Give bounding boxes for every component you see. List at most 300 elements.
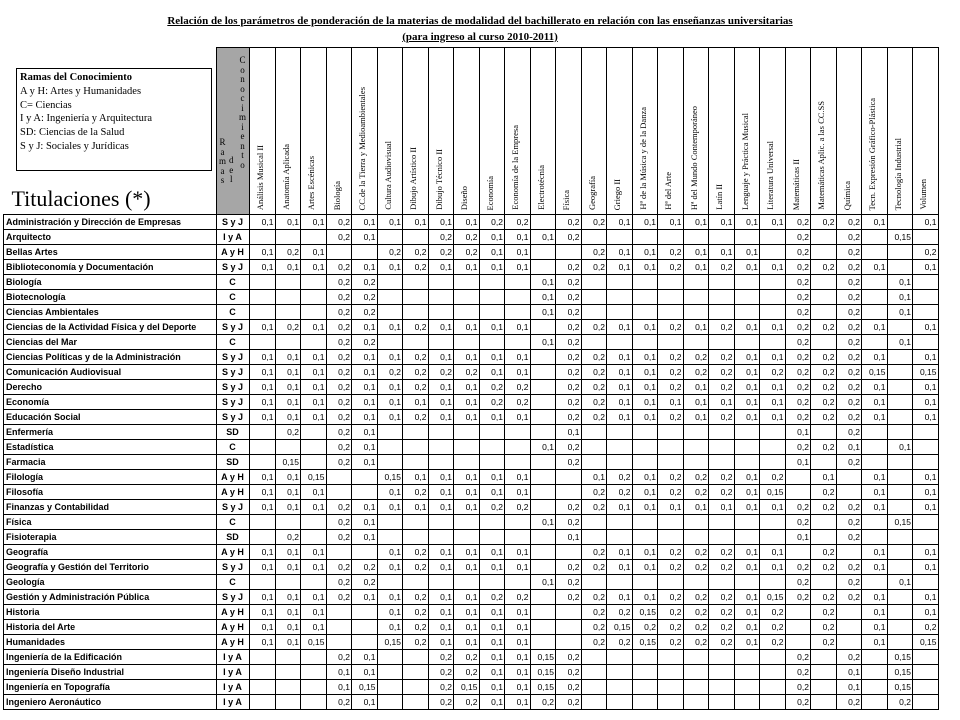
weight-cell xyxy=(250,695,276,710)
weight-cell: 0,2 xyxy=(785,335,811,350)
weight-cell xyxy=(760,305,786,320)
weight-cell: 0,1 xyxy=(428,545,454,560)
weight-cell xyxy=(811,575,837,590)
weight-cell xyxy=(301,530,327,545)
branch-code: SD xyxy=(217,455,250,470)
weight-cell: 0,2 xyxy=(428,695,454,710)
weight-cell xyxy=(428,335,454,350)
weight-cell: 0,2 xyxy=(556,500,582,515)
weight-cell: 0,1 xyxy=(250,485,276,500)
subject-header xyxy=(862,48,888,215)
weight-cell: 0,2 xyxy=(581,410,607,425)
subject-header xyxy=(454,48,480,215)
table-row xyxy=(4,215,939,230)
weight-cell xyxy=(275,575,301,590)
weight-cell xyxy=(403,440,429,455)
weight-cell: 0,1 xyxy=(403,395,429,410)
weight-cell: 0,1 xyxy=(505,230,531,245)
weight-cell xyxy=(862,305,888,320)
weight-cell xyxy=(683,425,709,440)
weight-cell: 0,1 xyxy=(250,545,276,560)
weight-cell xyxy=(581,425,607,440)
table-row xyxy=(4,260,939,275)
table-row xyxy=(4,545,939,560)
weight-cell: 0,2 xyxy=(428,230,454,245)
weight-cell: 0,1 xyxy=(479,350,505,365)
table-row xyxy=(4,620,939,635)
weight-cell: 0,1 xyxy=(454,620,480,635)
weight-cell xyxy=(658,650,684,665)
weight-cell: 0,1 xyxy=(377,380,403,395)
weight-cell: 0,2 xyxy=(785,575,811,590)
weight-cell: 0,1 xyxy=(581,470,607,485)
table-row xyxy=(4,230,939,245)
weight-cell: 0,2 xyxy=(785,560,811,575)
weight-cell: 0,2 xyxy=(556,410,582,425)
weight-cell xyxy=(479,305,505,320)
degree-name: Farmacia xyxy=(4,455,217,470)
weight-cell: 0,1 xyxy=(530,230,556,245)
weight-cell: 0,2 xyxy=(785,350,811,365)
weight-cell: 0,1 xyxy=(862,320,888,335)
weight-cell: 0,1 xyxy=(607,590,633,605)
weight-cell: 0,1 xyxy=(454,560,480,575)
weight-cell: 0,2 xyxy=(326,230,352,245)
weight-cell xyxy=(760,515,786,530)
weight-cell: 0,2 xyxy=(556,575,582,590)
weight-cell xyxy=(811,680,837,695)
weight-cell: 0,1 xyxy=(734,560,760,575)
subject-header xyxy=(760,48,786,215)
weight-cell xyxy=(862,695,888,710)
weight-cell: 0,2 xyxy=(326,395,352,410)
weight-cell: 0,2 xyxy=(326,440,352,455)
weight-cell xyxy=(836,470,862,485)
degree-name: Enfermería xyxy=(4,425,217,440)
weight-cell xyxy=(913,680,939,695)
subject-header xyxy=(658,48,684,215)
weight-cell: 0,1 xyxy=(377,410,403,425)
weight-cell: 0,2 xyxy=(403,635,429,650)
weight-cell: 0,1 xyxy=(352,320,378,335)
weight-cell xyxy=(632,680,658,695)
weight-cell xyxy=(428,530,454,545)
weight-cell: 0,2 xyxy=(454,365,480,380)
subject-header xyxy=(556,48,582,215)
branch-code: C xyxy=(217,290,250,305)
weight-cell: 0,2 xyxy=(785,515,811,530)
weight-cell: 0,1 xyxy=(428,500,454,515)
weight-cell xyxy=(403,335,429,350)
weight-cell: 0,1 xyxy=(428,320,454,335)
subject-label: Química xyxy=(841,180,852,210)
weight-cell: 0,1 xyxy=(454,590,480,605)
branch-code: SD xyxy=(217,425,250,440)
weight-cell xyxy=(505,515,531,530)
weight-cell: 0,1 xyxy=(301,410,327,425)
weight-cell: 0,2 xyxy=(403,605,429,620)
weight-cell: 0,1 xyxy=(862,380,888,395)
table-row xyxy=(4,425,939,440)
weight-cell xyxy=(301,575,327,590)
weight-cell xyxy=(607,530,633,545)
weight-cell: 0,1 xyxy=(887,275,913,290)
weight-cell xyxy=(734,575,760,590)
weight-cell: 0,1 xyxy=(352,230,378,245)
weight-cell: 0,1 xyxy=(301,500,327,515)
weight-cell: 0,1 xyxy=(607,500,633,515)
weight-cell: 0,1 xyxy=(632,560,658,575)
document-subtitle: (para ingreso al curso 2010-2011) xyxy=(402,31,558,43)
weight-cell: 0,2 xyxy=(836,410,862,425)
weight-cell: 0,1 xyxy=(505,245,531,260)
weight-cell xyxy=(836,620,862,635)
weight-cell: 0,2 xyxy=(581,545,607,560)
weight-cell xyxy=(607,680,633,695)
weight-cell xyxy=(403,530,429,545)
weight-cell: 0,1 xyxy=(275,545,301,560)
weight-cell: 0,1 xyxy=(479,650,505,665)
weight-cell: 0,1 xyxy=(352,215,378,230)
weight-cell xyxy=(785,620,811,635)
weight-cell xyxy=(403,665,429,680)
weight-cell: 0,2 xyxy=(275,425,301,440)
weight-cell: 0,15 xyxy=(530,650,556,665)
weight-cell xyxy=(760,425,786,440)
weight-cell: 0,2 xyxy=(683,485,709,500)
weight-cell xyxy=(658,335,684,350)
weight-cell: 0,15 xyxy=(760,590,786,605)
weight-cell xyxy=(913,650,939,665)
weight-cell xyxy=(581,275,607,290)
weight-cell: 0,1 xyxy=(556,425,582,440)
weight-cell: 0,2 xyxy=(505,380,531,395)
legend-line: C= Ciencias xyxy=(20,99,72,111)
weight-cell: 0,2 xyxy=(556,665,582,680)
weight-cell: 0,2 xyxy=(709,365,735,380)
weight-cell: 0,2 xyxy=(785,665,811,680)
table-row xyxy=(4,455,939,470)
degree-name: Administración y Dirección de Empresas xyxy=(4,215,217,230)
weight-cell: 0,1 xyxy=(785,455,811,470)
weight-cell xyxy=(530,455,556,470)
weight-cell: 0,1 xyxy=(275,500,301,515)
weight-cell: 0,1 xyxy=(275,380,301,395)
weight-cell xyxy=(301,680,327,695)
weight-cell: 0,2 xyxy=(811,380,837,395)
weight-cell xyxy=(250,575,276,590)
weight-cell xyxy=(836,635,862,650)
weight-cell: 0,2 xyxy=(428,650,454,665)
weight-cell xyxy=(505,440,531,455)
weight-cell: 0,2 xyxy=(836,560,862,575)
weight-cell: 0,1 xyxy=(607,560,633,575)
weight-cell: 0,1 xyxy=(734,260,760,275)
table-row xyxy=(4,605,939,620)
degree-name: Ciencias Ambientales xyxy=(4,305,217,320)
weight-cell xyxy=(887,605,913,620)
weight-cell: 0,2 xyxy=(326,275,352,290)
weight-cell: 0,1 xyxy=(479,410,505,425)
weight-cell: 0,1 xyxy=(505,605,531,620)
weight-cell: 0,1 xyxy=(250,245,276,260)
weight-cell: 0,2 xyxy=(607,470,633,485)
weight-cell xyxy=(530,485,556,500)
weight-cell xyxy=(811,245,837,260)
weight-cell: 0,2 xyxy=(428,245,454,260)
weight-cell xyxy=(862,665,888,680)
weight-cell xyxy=(709,455,735,470)
weight-cell: 0,1 xyxy=(428,470,454,485)
weight-cell xyxy=(887,410,913,425)
weight-cell: 0,1 xyxy=(734,605,760,620)
weight-cell xyxy=(326,620,352,635)
weight-cell xyxy=(250,275,276,290)
weight-cell: 0,2 xyxy=(836,305,862,320)
conocimiento-letters: C o n o c i m i e n t o xyxy=(239,55,247,170)
weight-cell: 0,15 xyxy=(530,680,556,695)
weight-cell: 0,1 xyxy=(352,260,378,275)
weight-cell: 0,1 xyxy=(607,380,633,395)
subject-header xyxy=(785,48,811,215)
weight-cell xyxy=(403,575,429,590)
weight-cell: 0,1 xyxy=(760,395,786,410)
weight-cell: 0,1 xyxy=(352,695,378,710)
table-row xyxy=(4,350,939,365)
weight-cell: 0,1 xyxy=(428,350,454,365)
weight-cell xyxy=(658,530,684,545)
table-row xyxy=(4,530,939,545)
weight-cell: 0,1 xyxy=(683,215,709,230)
weight-cell: 0,2 xyxy=(785,275,811,290)
weight-cell: 0,1 xyxy=(275,485,301,500)
weight-cell: 0,1 xyxy=(836,680,862,695)
weight-cell: 0,2 xyxy=(505,215,531,230)
weight-cell: 0,2 xyxy=(836,515,862,530)
weight-cell: 0,1 xyxy=(913,560,939,575)
weight-cell: 0,2 xyxy=(352,575,378,590)
weight-cell: 0,1 xyxy=(734,635,760,650)
weight-cell: 0,1 xyxy=(505,260,531,275)
weight-cell xyxy=(811,230,837,245)
weight-cell: 0,2 xyxy=(581,635,607,650)
weight-cell: 0,1 xyxy=(250,620,276,635)
weight-cell: 0,2 xyxy=(352,305,378,320)
weight-cell xyxy=(428,290,454,305)
weight-cell: 0,1 xyxy=(301,215,327,230)
weight-cell: 0,2 xyxy=(505,395,531,410)
weight-cell xyxy=(505,305,531,320)
weight-cell xyxy=(734,695,760,710)
weight-cell: 0,1 xyxy=(683,380,709,395)
weight-cell: 0,2 xyxy=(785,395,811,410)
weight-cell xyxy=(454,425,480,440)
branch-code: S y J xyxy=(217,410,250,425)
weight-cell: 0,2 xyxy=(275,530,301,545)
degree-name: Geografía y Gestión del Territorio xyxy=(4,560,217,575)
weight-cell xyxy=(887,635,913,650)
weight-cell: 0,1 xyxy=(658,395,684,410)
weight-cell xyxy=(479,425,505,440)
weight-cell: 0,1 xyxy=(862,500,888,515)
weight-cell xyxy=(377,695,403,710)
weight-cell xyxy=(301,230,327,245)
weight-cell: 0,2 xyxy=(556,650,582,665)
weight-cell: 0,15 xyxy=(275,455,301,470)
weight-cell: 0,1 xyxy=(275,395,301,410)
subject-header xyxy=(607,48,633,215)
weight-cell: 0,1 xyxy=(913,470,939,485)
weight-cell xyxy=(709,650,735,665)
weight-cell xyxy=(454,305,480,320)
weight-cell xyxy=(913,425,939,440)
weight-cell xyxy=(734,230,760,245)
weight-cell xyxy=(683,230,709,245)
weight-cell: 0,2 xyxy=(403,380,429,395)
degree-name: Geología xyxy=(4,575,217,590)
weight-cell: 0,2 xyxy=(326,695,352,710)
table-row xyxy=(4,500,939,515)
weight-cell: 0,1 xyxy=(632,215,658,230)
degree-name: Biología xyxy=(4,275,217,290)
weight-cell: 0,1 xyxy=(505,545,531,560)
weight-cell xyxy=(887,470,913,485)
weight-cell: 0,1 xyxy=(607,545,633,560)
degree-name: Comunicación Audiovisual xyxy=(4,365,217,380)
weight-cell: 0,1 xyxy=(760,215,786,230)
weight-cell xyxy=(377,275,403,290)
weight-cell: 0,2 xyxy=(556,680,582,695)
weight-cell: 0,1 xyxy=(377,320,403,335)
weight-cell xyxy=(581,650,607,665)
weight-cell: 0,1 xyxy=(301,545,327,560)
weight-cell xyxy=(811,425,837,440)
branch-code: C xyxy=(217,515,250,530)
weight-cell: 0,2 xyxy=(326,380,352,395)
weight-cell xyxy=(377,680,403,695)
weight-cell xyxy=(607,650,633,665)
weight-cell: 0,2 xyxy=(836,650,862,665)
weight-cell: 0,2 xyxy=(403,545,429,560)
branch-code: S y J xyxy=(217,560,250,575)
weight-cell: 0,2 xyxy=(785,320,811,335)
weight-cell: 0,2 xyxy=(658,605,684,620)
weight-cell: 0,1 xyxy=(479,230,505,245)
weight-cell: 0,1 xyxy=(683,395,709,410)
weight-cell: 0,2 xyxy=(683,560,709,575)
weight-cell xyxy=(530,380,556,395)
weight-cell: 0,1 xyxy=(632,395,658,410)
weight-cell xyxy=(683,515,709,530)
subject-header xyxy=(377,48,403,215)
weight-cell: 0,1 xyxy=(709,215,735,230)
weight-cell: 0,2 xyxy=(913,620,939,635)
weight-cell: 0,2 xyxy=(275,320,301,335)
weight-cell xyxy=(352,485,378,500)
weight-cell: 0,2 xyxy=(581,380,607,395)
weight-cell xyxy=(377,425,403,440)
degree-name: Educación Social xyxy=(4,410,217,425)
weight-cell xyxy=(811,455,837,470)
weight-cell: 0,2 xyxy=(403,410,429,425)
weight-cell: 0,15 xyxy=(530,665,556,680)
weight-cell xyxy=(632,275,658,290)
branch-code: I y A xyxy=(217,230,250,245)
weight-cell xyxy=(683,665,709,680)
weight-cell: 0,15 xyxy=(301,470,327,485)
weight-cell xyxy=(632,515,658,530)
weight-cell: 0,1 xyxy=(785,530,811,545)
weight-cell xyxy=(862,530,888,545)
weight-cell: 0,2 xyxy=(658,245,684,260)
weight-cell: 0,1 xyxy=(683,260,709,275)
weight-cell: 0,1 xyxy=(734,215,760,230)
weight-cell xyxy=(479,515,505,530)
weight-cell: 0,2 xyxy=(836,335,862,350)
weight-cell: 0,1 xyxy=(275,590,301,605)
weight-cell: 0,1 xyxy=(479,485,505,500)
weight-cell: 0,2 xyxy=(479,215,505,230)
weight-cell: 0,2 xyxy=(709,545,735,560)
weight-cell xyxy=(658,425,684,440)
weight-cell: 0,1 xyxy=(632,470,658,485)
weight-cell xyxy=(479,530,505,545)
weight-cell xyxy=(862,455,888,470)
weight-cell xyxy=(250,530,276,545)
weight-cell xyxy=(352,635,378,650)
weight-cell: 0,2 xyxy=(556,365,582,380)
weight-cell: 0,1 xyxy=(301,245,327,260)
weight-cell xyxy=(760,575,786,590)
titulaciones-label: Titulaciones (*) xyxy=(11,186,151,211)
weight-cell xyxy=(505,275,531,290)
weight-cell xyxy=(403,650,429,665)
weight-cell: 0,1 xyxy=(301,605,327,620)
weight-cell: 0,2 xyxy=(556,455,582,470)
subject-label: Hª del Mundo Contemporáneo xyxy=(688,105,699,210)
weight-cell xyxy=(275,680,301,695)
weight-cell xyxy=(326,635,352,650)
weight-cell xyxy=(887,380,913,395)
weight-cell: 0,1 xyxy=(301,260,327,275)
weight-cell xyxy=(913,695,939,710)
weight-cell xyxy=(581,440,607,455)
weight-cell xyxy=(530,605,556,620)
weight-cell xyxy=(811,305,837,320)
weight-cell: 0,1 xyxy=(505,650,531,665)
weight-cell: 0,1 xyxy=(734,485,760,500)
weight-cell xyxy=(581,455,607,470)
weight-cell: 0,1 xyxy=(454,410,480,425)
weight-cell xyxy=(734,335,760,350)
weight-cell: 0,15 xyxy=(913,635,939,650)
weight-cell: 0,1 xyxy=(658,215,684,230)
branch-code: C xyxy=(217,305,250,320)
weight-cell: 0,2 xyxy=(556,695,582,710)
weight-cell xyxy=(581,335,607,350)
weight-cell xyxy=(607,455,633,470)
weight-cell xyxy=(658,680,684,695)
table-row xyxy=(4,305,939,320)
weight-cell: 0,1 xyxy=(760,545,786,560)
weight-cell xyxy=(913,515,939,530)
degree-name: Bellas Artes xyxy=(4,245,217,260)
weight-cell: 0,1 xyxy=(862,605,888,620)
weight-cell: 0,1 xyxy=(913,395,939,410)
weight-cell: 0,1 xyxy=(428,485,454,500)
weight-cell: 0,2 xyxy=(811,260,837,275)
weight-cell: 0,2 xyxy=(811,500,837,515)
